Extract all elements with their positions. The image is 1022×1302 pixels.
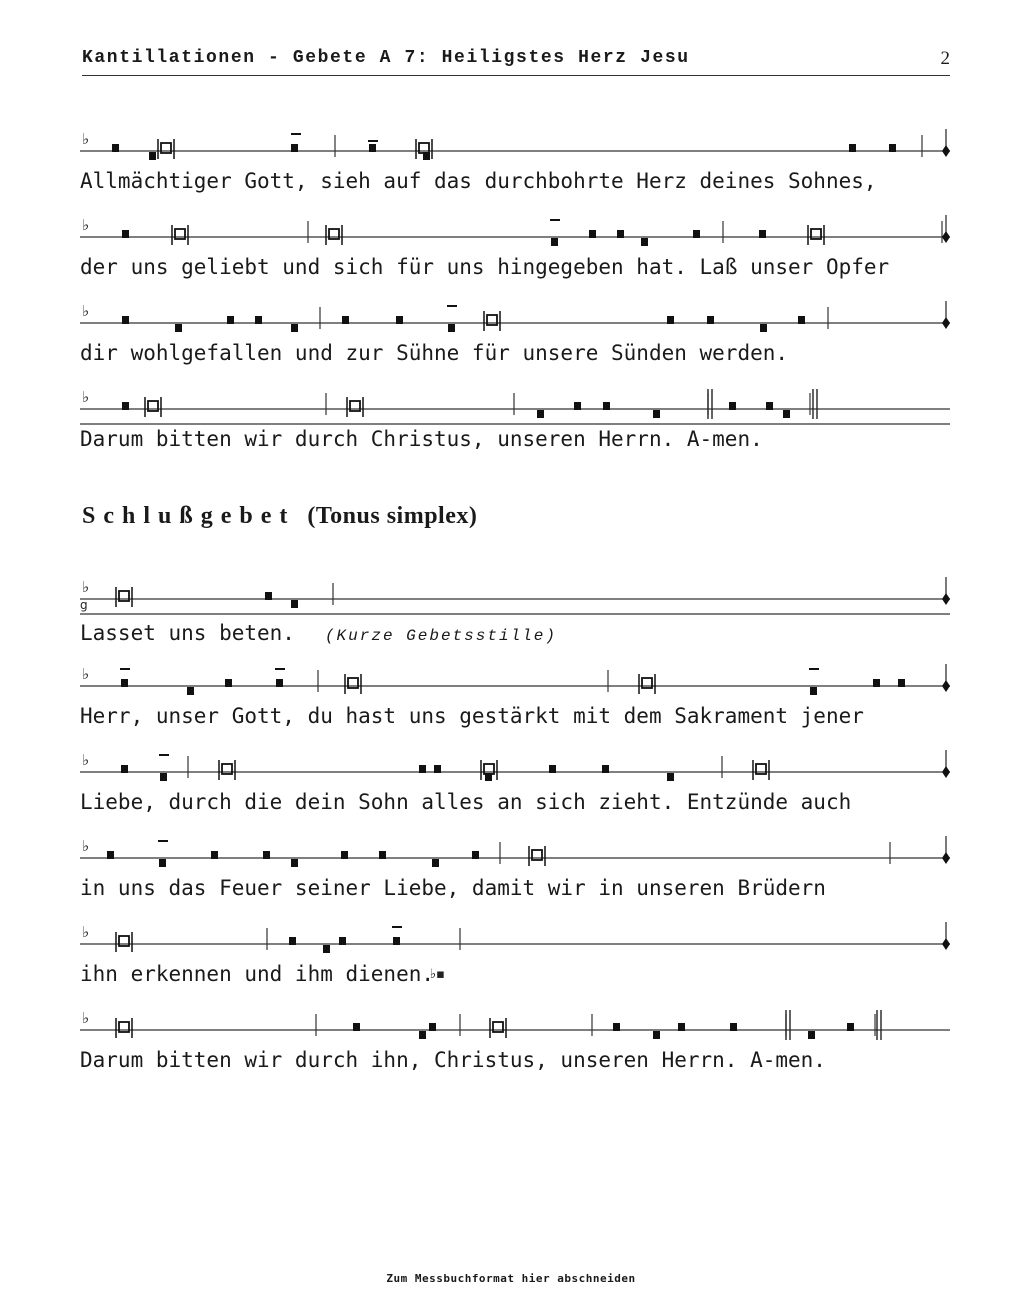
- neume-note: [849, 144, 856, 152]
- lyric-line: Herr, unser Gott, du hast uns gestärkt mit dem Sakrament jener: [80, 704, 864, 728]
- lyric-line: der uns geliebt und sich für uns hingegeben hat. Laß unser Opfer: [80, 255, 890, 279]
- neume-note: [808, 1031, 815, 1039]
- neume-note: [889, 144, 896, 152]
- neume-note: [227, 316, 234, 324]
- neume-note: [225, 679, 232, 687]
- chant-line: [80, 918, 950, 998]
- section-title-main: Schlußgebet: [82, 503, 296, 529]
- header-title: Kantillationen - Gebete A 7: Heiligstes Herz Jesu: [82, 48, 690, 68]
- flat-clef-icon: ♭: [82, 923, 90, 941]
- neume-note: [396, 316, 403, 324]
- breve-note: [145, 397, 161, 417]
- breve-note: [345, 674, 361, 694]
- final-note: [942, 231, 950, 243]
- flat-accidental-icon: ♭▪: [430, 967, 445, 982]
- neume-note: [693, 230, 700, 238]
- neume-note: [432, 859, 439, 867]
- lyric-line: in uns das Feuer seiner Liebe, damit wir in unseren Brüdern: [80, 876, 826, 900]
- lyric-line: ihn erkennen und ihm dienen.: [80, 962, 435, 986]
- flat-clef-icon: ♭: [82, 1009, 90, 1027]
- neume-note: [551, 238, 558, 246]
- g-clef-icon: g: [80, 598, 88, 612]
- breve-note: [529, 846, 545, 866]
- chant-staff: [80, 297, 950, 342]
- breve-note: [753, 760, 769, 780]
- neume-note: [847, 1023, 854, 1031]
- chant-line: [80, 125, 950, 205]
- breve-note: [172, 225, 188, 245]
- neume-note: [678, 1023, 685, 1031]
- flat-clef-icon: ♭: [82, 578, 90, 596]
- page-header: [82, 44, 950, 76]
- neume-note: [121, 679, 128, 687]
- final-note: [942, 317, 950, 329]
- neume-note: [760, 324, 767, 332]
- breve-note: [116, 1018, 132, 1038]
- neume-note: [263, 851, 270, 859]
- neume-note: [122, 316, 129, 324]
- neume-note: [549, 765, 556, 773]
- breve-note: [490, 1018, 506, 1038]
- flat-clef-icon: ♭: [82, 302, 90, 320]
- breve-note: [808, 225, 824, 245]
- neume-note: [265, 592, 272, 600]
- flat-clef-icon: ♭: [82, 388, 90, 406]
- flat-clef-icon: ♭: [82, 837, 90, 855]
- final-note: [942, 680, 950, 692]
- neume-note: [707, 316, 714, 324]
- page-number: 2: [940, 48, 950, 69]
- neume-note: [810, 687, 817, 695]
- neume-note: [160, 773, 167, 781]
- neume-note: [448, 324, 455, 332]
- breve-note: [347, 397, 363, 417]
- neume-note: [149, 152, 156, 160]
- final-note: [942, 145, 950, 157]
- breve-note: [219, 760, 235, 780]
- neume-note: [603, 402, 610, 410]
- chant-staff: [80, 746, 950, 791]
- neume-note: [341, 851, 348, 859]
- chant-staff: [80, 573, 950, 618]
- neume-note: [342, 316, 349, 324]
- chant-line: [80, 1004, 950, 1084]
- final-note: [942, 852, 950, 864]
- neume-note: [873, 679, 880, 687]
- neume-note: [369, 144, 376, 152]
- neume-note: [589, 230, 596, 238]
- neume-note: [323, 945, 330, 953]
- neume-note: [122, 230, 129, 238]
- neume-note: [353, 1023, 360, 1031]
- chant-line: [80, 573, 950, 653]
- chant-line: [80, 383, 950, 463]
- neume-note: [122, 402, 129, 410]
- breve-note: [484, 311, 500, 331]
- chant-line: [80, 211, 950, 291]
- neume-note: [574, 402, 581, 410]
- neume-note: [537, 410, 544, 418]
- neume-note: [759, 230, 766, 238]
- neume-note: [472, 851, 479, 859]
- neume-note: [729, 402, 736, 410]
- neume-note: [291, 600, 298, 608]
- neume-note: [653, 1031, 660, 1039]
- neume-note: [291, 859, 298, 867]
- neume-note: [175, 324, 182, 332]
- neume-note: [667, 773, 674, 781]
- section-title: [82, 503, 477, 530]
- cut-note: Zum Messbuchformat hier abschneiden: [386, 1272, 636, 1285]
- flat-clef-icon: ♭: [82, 665, 90, 683]
- chant-line: [80, 832, 950, 912]
- breve-note: [116, 587, 132, 607]
- neume-note: [289, 937, 296, 945]
- neume-note: [276, 679, 283, 687]
- neume-note: [641, 238, 648, 246]
- neume-note: [419, 765, 426, 773]
- chant-staff: [80, 125, 950, 170]
- lyric-line: Liebe, durch die dein Sohn alles an sich zieht. Entzünde auch: [80, 790, 852, 814]
- lyric-line: Darum bitten wir durch Christus, unseren Herrn. A-men.: [80, 427, 763, 451]
- neume-note: [613, 1023, 620, 1031]
- neume-note: [798, 316, 805, 324]
- neume-note: [783, 410, 790, 418]
- neume-note: [653, 410, 660, 418]
- lyric-line: dir wohlgefallen und zur Sühne für unsere Sünden werden.: [80, 341, 789, 365]
- final-note: [942, 938, 950, 950]
- neume-note: [291, 144, 298, 152]
- chant-line: [80, 660, 950, 740]
- neume-note: [107, 851, 114, 859]
- neume-note: [379, 851, 386, 859]
- neume-note: [602, 765, 609, 773]
- neume-note: [291, 324, 298, 332]
- neume-note: [434, 765, 441, 773]
- section-title-sub: (Tonus simplex): [307, 503, 478, 529]
- chant-staff: [80, 1004, 950, 1049]
- neume-note: [419, 1031, 426, 1039]
- neume-note: [187, 687, 194, 695]
- lyric-line: [80, 621, 557, 645]
- flat-clef-icon: ♭: [82, 216, 90, 234]
- neume-note: [159, 859, 166, 867]
- neume-note: [121, 765, 128, 773]
- lyric-line: Allmächtiger Gott, sieh auf das durchbohrte Herz deines Sohnes,: [80, 169, 877, 193]
- neume-note: [667, 316, 674, 324]
- neume-note: [339, 937, 346, 945]
- breve-note: [639, 674, 655, 694]
- chant-staff: [80, 832, 950, 877]
- final-note: [942, 593, 950, 605]
- chant-staff: [80, 383, 950, 428]
- chant-staff: [80, 211, 950, 256]
- neume-note: [429, 1023, 436, 1031]
- breve-note: [116, 932, 132, 952]
- neume-note: [393, 937, 400, 945]
- chant-staff: [80, 660, 950, 705]
- flat-clef-icon: ♭: [82, 130, 90, 148]
- chant-line: [80, 297, 950, 377]
- lyric-text: Lasset uns beten.: [80, 621, 295, 645]
- neume-note: [617, 230, 624, 238]
- neume-note: [211, 851, 218, 859]
- silence-note: (Kurze Gebetsstille): [324, 627, 557, 645]
- flat-clef-icon: ♭: [82, 751, 90, 769]
- breve-note: [326, 225, 342, 245]
- chant-line: [80, 746, 950, 826]
- neume-note: [766, 402, 773, 410]
- final-note: [942, 766, 950, 778]
- neume-note: [730, 1023, 737, 1031]
- lyric-line: Darum bitten wir durch ihn, Christus, unseren Herrn. A-men.: [80, 1048, 826, 1072]
- neume-note: [112, 144, 119, 152]
- breve-note: [158, 139, 174, 159]
- neume-note: [255, 316, 262, 324]
- neume-note: [898, 679, 905, 687]
